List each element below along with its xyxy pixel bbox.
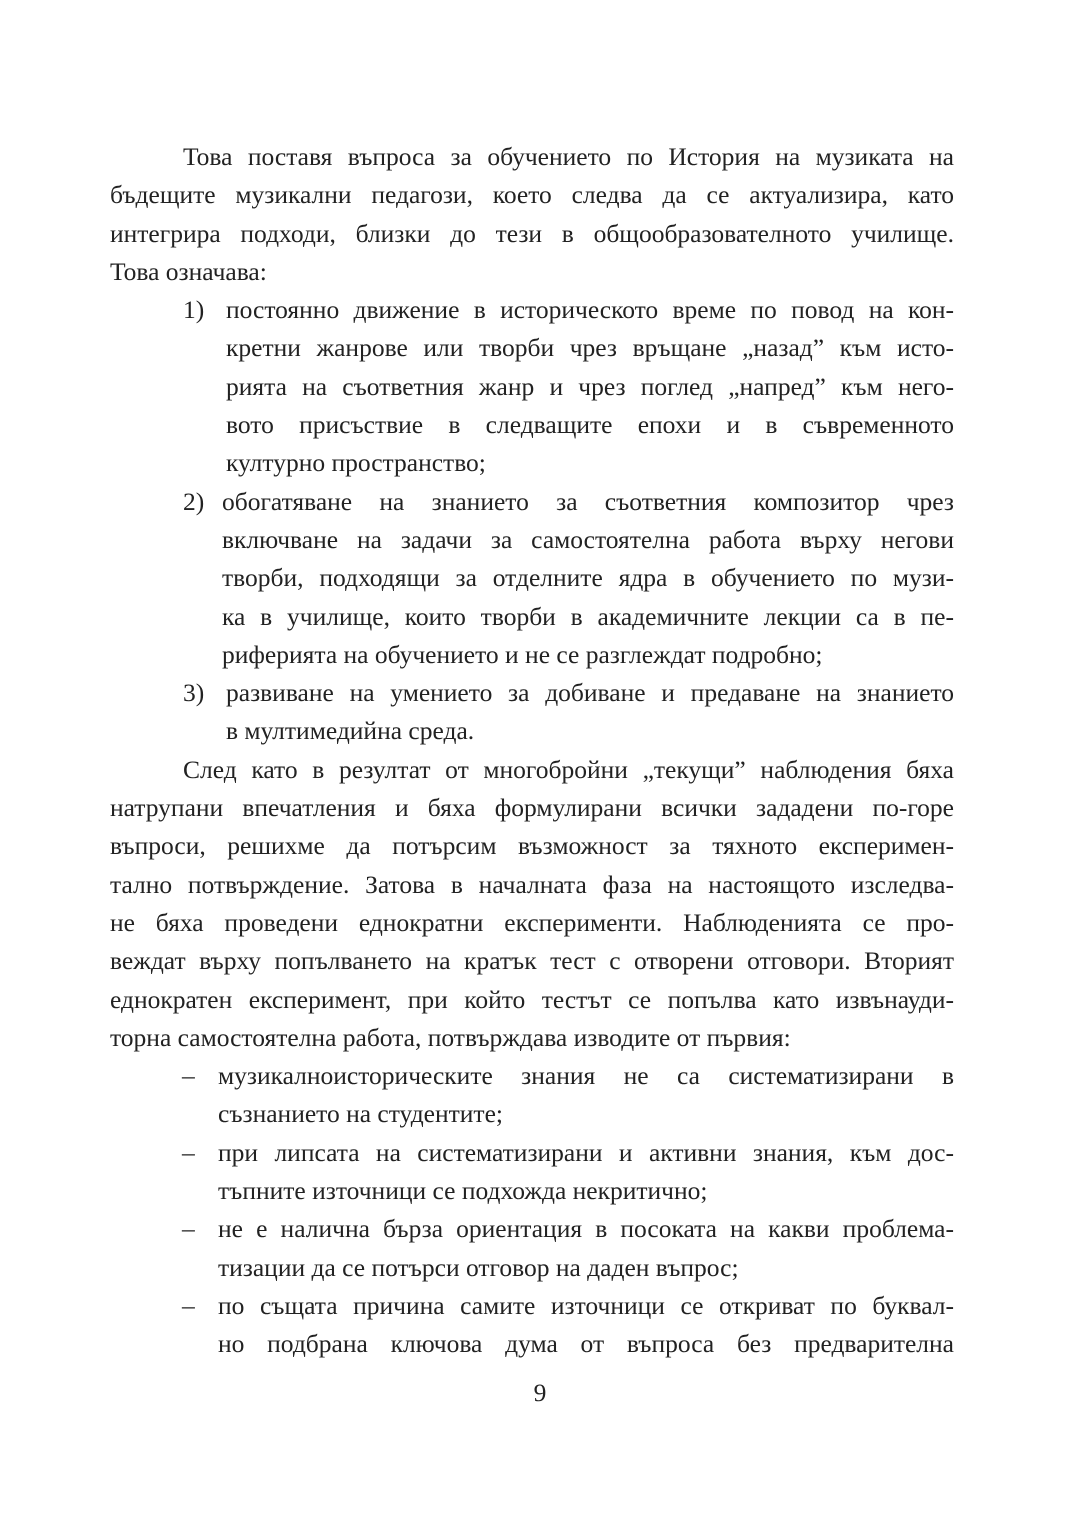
numbered-list-item	[110, 483, 954, 674]
list-marker: –	[182, 1061, 195, 1091]
dash-list-item	[110, 1210, 954, 1287]
text-line: но подбрана ключова дума от въпроса без предварителна	[218, 1329, 954, 1359]
paragraph-2	[110, 751, 954, 1057]
text-line: риферията на обучението и не се разглеждат подробно;	[222, 639, 823, 669]
dash-list-item	[110, 1057, 954, 1134]
text-line: кретни жанрове или творби чрез връщане „назад” към исто-	[226, 333, 954, 363]
list-marker: –	[182, 1137, 195, 1167]
dash-list-item	[110, 1134, 954, 1211]
numbered-list-item	[110, 674, 954, 751]
text-line: музикалноисторическите знания не са систематизирани в	[218, 1061, 954, 1091]
text-line: по същата причина самите източници се откриват по буквал-	[218, 1290, 954, 1320]
text-line: вото присъствие в следващите епохи и в съвременното	[226, 410, 954, 440]
page-body	[110, 138, 954, 1364]
list-marker: 1)	[183, 295, 205, 325]
text-line: не бяха проведени еднократни експерименти. Наблюденията се про-	[110, 907, 954, 937]
list-marker: 3)	[183, 678, 205, 708]
text-line: включване на задачи за самостоятелна работа върху негови	[222, 524, 954, 554]
text-line: интегрира подходи, близки до тези в общообразователното училище.	[110, 218, 954, 248]
text-line: в мултимедийна среда.	[226, 716, 475, 746]
paragraph-1	[110, 138, 954, 291]
dash-list	[110, 1057, 954, 1363]
text-line: постоянно движение в историческото време по повод на кон-	[226, 295, 954, 325]
text-line: тално потвърждение. Затова в началната фаза на настоящото изследва-	[110, 869, 954, 899]
text-line: при липсата на систематизирани и активни знания, към дос-	[218, 1137, 954, 1167]
text-line: рията на съответния жанр и чрез поглед „напред” към него-	[226, 371, 954, 401]
text-line: развиване на умението за добиване и предаване на знанието	[226, 678, 954, 708]
text-line: културно пространство;	[226, 448, 486, 478]
text-line: веждат върху попълването на кратък тест с отворени отговори. Вторият	[110, 946, 954, 976]
text-line: натрупани впечатления и бяха формулирани всички зададени по-горе	[110, 793, 954, 823]
text-line: тъпните източници се подхожда некритично;	[218, 1176, 708, 1206]
text-line: въпроси, решихме да потърсим възможност за тяхното експеримен-	[110, 831, 954, 861]
text-line: Това поставя въпроса за обучението по История на музиката на	[183, 142, 954, 171]
text-line: творби, подходящи за отделните ядра в обучението по музи-	[222, 563, 954, 593]
list-marker: –	[182, 1290, 195, 1320]
text-line: не е налична бърза ориентация в посоката на какви проблема-	[218, 1214, 954, 1244]
text-line: торна самостоятелна работа, потвърждава изводите от първия:	[110, 1022, 791, 1052]
text-line: След като в резултат от многобройни „текущи” наблюдения бяха	[183, 754, 954, 784]
text-line: Това означава:	[110, 256, 267, 286]
list-marker: 2)	[183, 486, 205, 516]
dash-list-item	[110, 1287, 954, 1364]
text-line: бъдещите музикални педагози, което следва да се актуализира, като	[110, 180, 954, 210]
page-number: 9	[533, 1378, 547, 1407]
text-line: съзнанието на студентите;	[218, 1099, 503, 1129]
text-line: ка в училище, които творби в академичните лекции са в пе-	[222, 601, 954, 631]
list-marker: –	[182, 1214, 195, 1244]
text-line: обогатяване на знанието за съответния композитор чрез	[222, 486, 954, 516]
text-line: еднократен експеримент, при който тестът се попълва като извънауди-	[110, 984, 954, 1014]
text-line: тизации да се потърси отговор на даден въпрос;	[218, 1252, 739, 1282]
numbered-list-item	[110, 291, 954, 482]
numbered-list	[110, 291, 954, 751]
